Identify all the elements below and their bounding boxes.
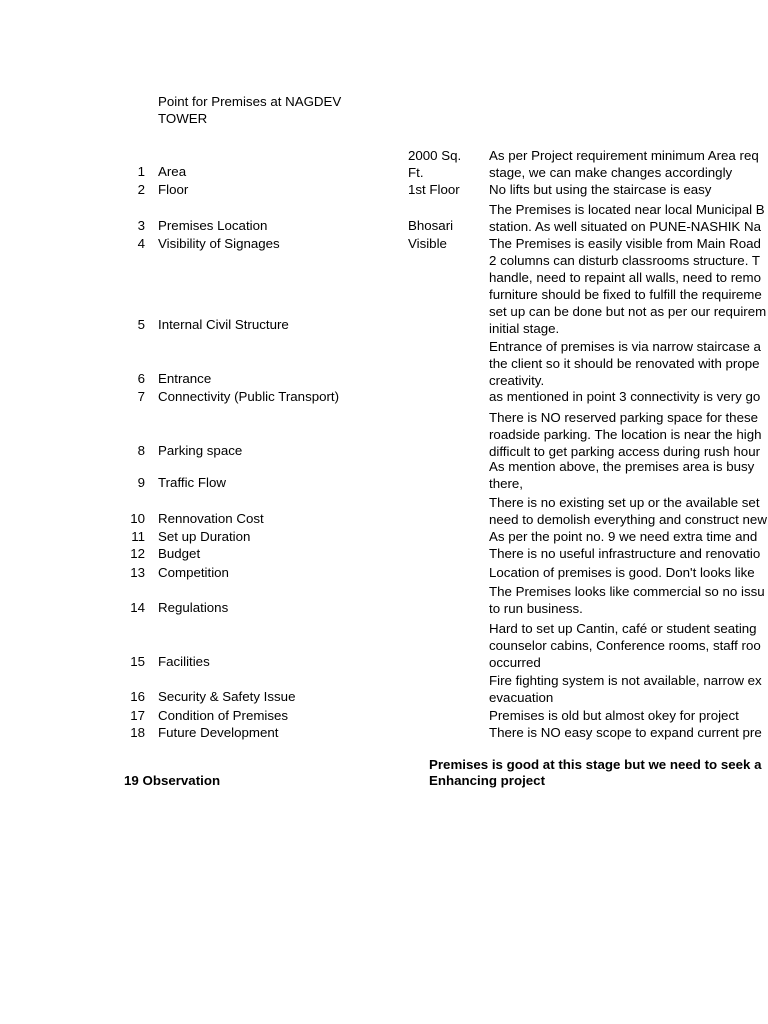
row-number: 3 xyxy=(137,218,145,233)
row-label: Floor xyxy=(158,182,189,197)
row-number: 11 xyxy=(131,529,145,544)
row-description: 2 columns can disturb classrooms structure. T xyxy=(489,253,760,268)
row-value: Ft. xyxy=(408,165,424,180)
row-label: Facilities xyxy=(158,654,210,669)
row-description: There is no useful infrastructure and renovatio xyxy=(489,546,761,561)
row-description: occurred xyxy=(489,655,541,670)
row-number: 17 xyxy=(130,708,145,723)
row-description: the client so it should be renovated with prope xyxy=(489,356,760,371)
row-description: creativity. xyxy=(489,373,545,388)
row-number: 18 xyxy=(130,725,145,740)
row-description: as mentioned in point 3 connectivity is very go xyxy=(489,389,761,404)
row-description: there, xyxy=(489,476,524,491)
document-title xyxy=(158,93,398,127)
row-number: 15 xyxy=(130,654,145,669)
row-label: Regulations xyxy=(158,600,229,615)
row-description: Fire fighting system is not available, narrow ex xyxy=(489,673,762,688)
row-number: 14 xyxy=(130,600,145,615)
row-number: 6 xyxy=(137,371,145,386)
row-description: to run business. xyxy=(489,601,583,616)
row-number: 10 xyxy=(130,511,145,526)
row-label: Area xyxy=(158,164,187,179)
row-label: Security & Safety Issue xyxy=(158,689,296,704)
row-label: Visibility of Signages xyxy=(158,236,280,251)
row-description: Premises is old but almost okey for project xyxy=(489,708,739,723)
row-description: The Premises is located near local Municipal B xyxy=(489,202,765,217)
row-description: stage, we can make changes accordingly xyxy=(489,165,733,180)
row-number: 9 xyxy=(137,475,145,490)
row-value: Bhosari xyxy=(408,218,454,233)
title-line-2: TOWER xyxy=(158,111,208,126)
row-label: Premises Location xyxy=(158,218,268,233)
row-description: No lifts but using the staircase is easy xyxy=(489,182,712,197)
row-description: station. As well situated on PUNE-NASHIK Na xyxy=(489,219,761,234)
row-description: As per Project requirement minimum Area req xyxy=(489,148,759,163)
row-value: Visible xyxy=(408,236,447,251)
row-description: handle, need to repaint all walls, need to remo xyxy=(489,270,762,285)
row-description: The Premises looks like commercial so no issu xyxy=(489,584,765,599)
row-label: Traffic Flow xyxy=(158,475,226,490)
row-number: 8 xyxy=(137,443,145,458)
row-description: The Premises is easily visible from Main Road xyxy=(489,236,761,251)
row-description: counselor cabins, Conference rooms, staff roo xyxy=(489,638,761,653)
row-number: 5 xyxy=(137,317,145,332)
row-label: Condition of Premises xyxy=(158,708,289,723)
row-description: set up can be done but not as per our requirem xyxy=(489,304,767,319)
row-description: There is NO easy scope to expand current pre xyxy=(489,725,762,740)
row-description: Entrance of premises is via narrow staircase a xyxy=(489,339,761,354)
row-description: furniture should be fixed to fulfill the requireme xyxy=(489,287,762,302)
row-label: Rennovation Cost xyxy=(158,511,264,526)
row-number: 2 xyxy=(137,182,145,197)
observation-label: 19 Observation xyxy=(124,773,221,788)
row-description: difficult to get parking access during rush hour xyxy=(489,444,761,459)
row-label: Budget xyxy=(158,546,201,561)
row-description: evacuation xyxy=(489,690,554,705)
row-value: 2000 Sq. xyxy=(408,148,462,163)
row-label: Future Development xyxy=(158,725,279,740)
row-description: roadside parking. The location is near the high xyxy=(489,427,762,442)
row-label: Internal Civil Structure xyxy=(158,317,289,332)
row-number: 4 xyxy=(137,236,145,251)
row-label: Connectivity (Public Transport) xyxy=(158,389,340,404)
row-label: Set up Duration xyxy=(158,529,251,544)
row-number: 16 xyxy=(130,689,145,704)
row-description: There is NO reserved parking space for these xyxy=(489,410,759,425)
row-number: 7 xyxy=(137,389,145,404)
title-line-1: Point for Premises at NAGDEV xyxy=(158,94,342,109)
row-description: There is no existing set up or the available set xyxy=(489,495,760,510)
row-number: 13 xyxy=(130,565,145,580)
row-description: need to demolish everything and construct new xyxy=(489,512,767,527)
row-value: 1st Floor xyxy=(408,182,460,197)
row-number: 1 xyxy=(137,164,145,179)
row-description: As per the point no. 9 we need extra time and xyxy=(489,529,758,544)
row-description: Location of premises is good. Don't looks like xyxy=(489,565,755,580)
row-label: Entrance xyxy=(158,371,212,386)
row-description: initial stage. xyxy=(489,321,560,336)
row-description: As mention above, the premises area is busy xyxy=(489,459,755,474)
row-label: Competition xyxy=(158,565,229,580)
observation-text-line-1: Premises is good at this stage but we need to seek a xyxy=(429,757,762,772)
observation-text-line-2: Enhancing project xyxy=(429,773,545,788)
row-label: Parking space xyxy=(158,443,243,458)
row-description: Hard to set up Cantin, café or student seating xyxy=(489,621,757,636)
row-number: 12 xyxy=(130,546,145,561)
